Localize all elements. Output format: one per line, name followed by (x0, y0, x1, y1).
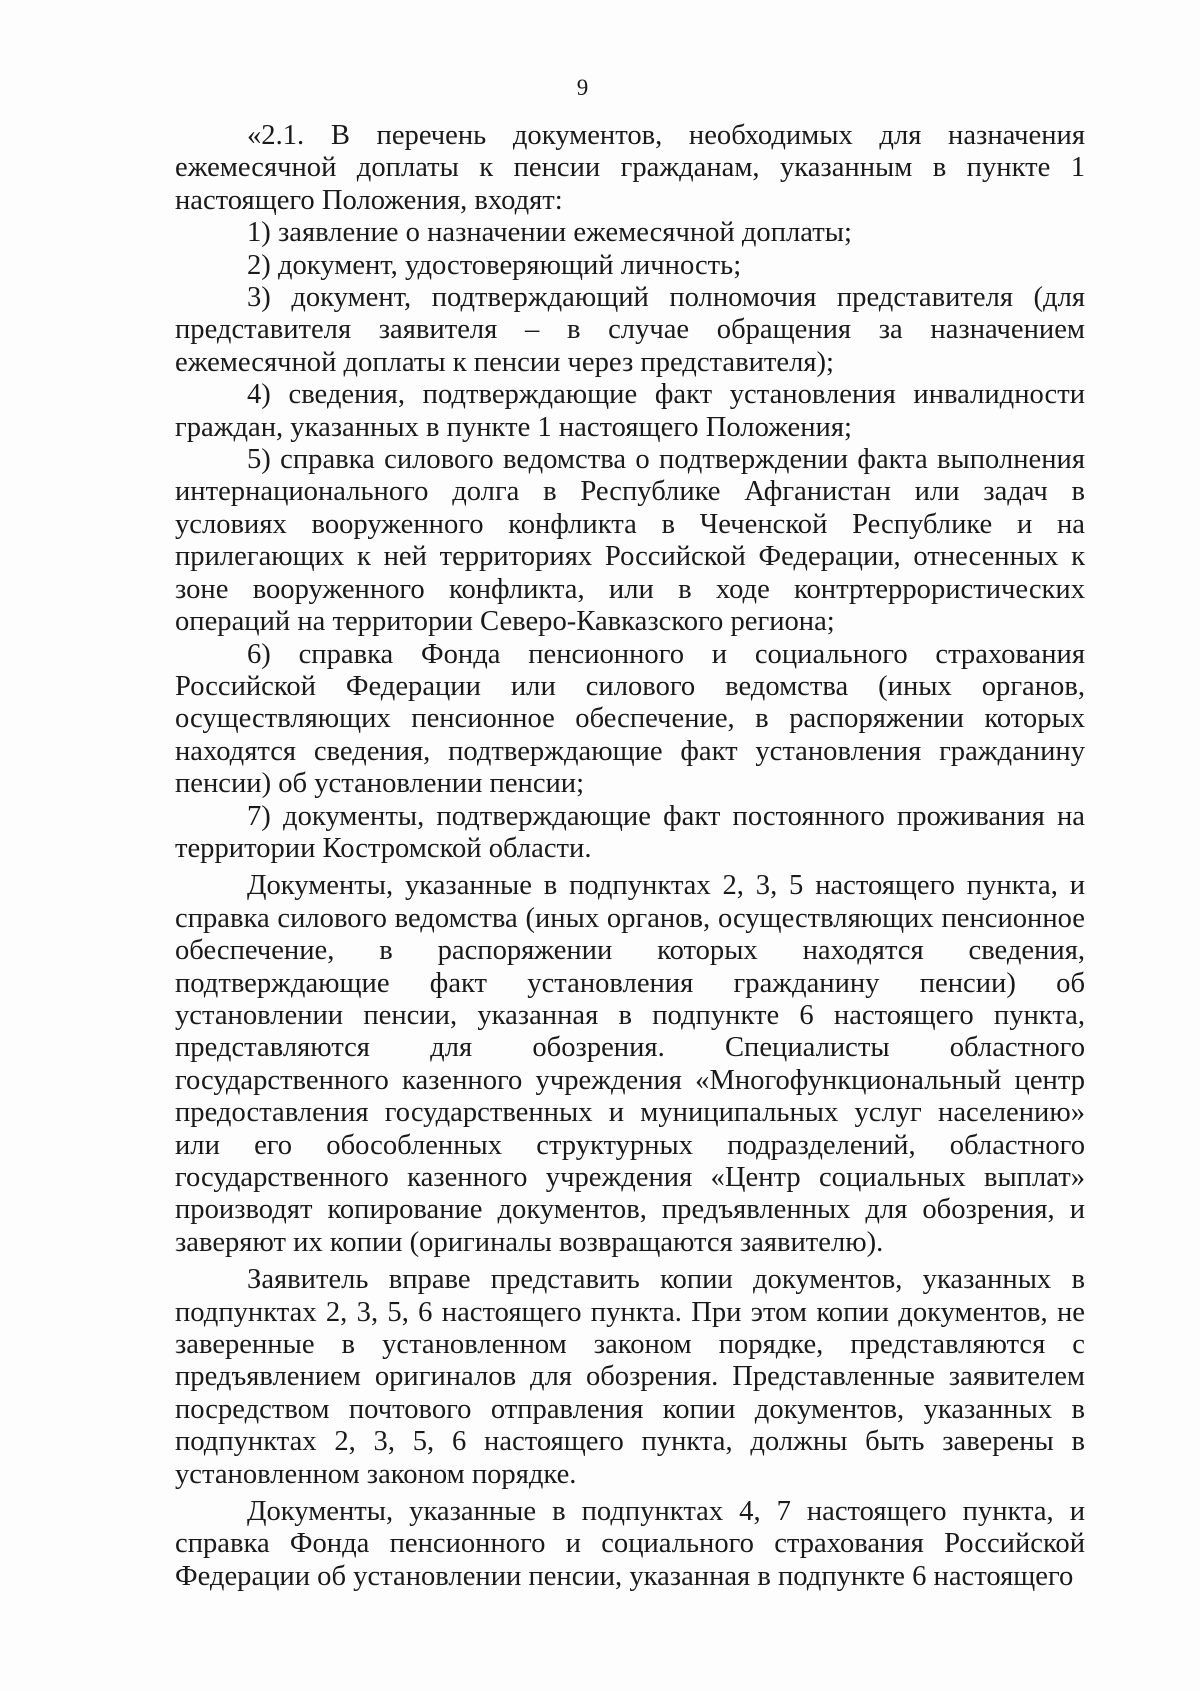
list-item-4: 4) сведения, подтверждающие факт установления инвалидности граждан, указанных в пункте 1 настоящего Положения; (175, 379, 1085, 443)
list-item-6: 6) справка Фонда пенсионного и социального страхования Российской Федерации или силового ведомства (иных органов, осуществляющих пенсионное обеспечение, в распоряжении которых находятся сведения, подтверждающие факт установления гражданину пенсии) об установлении пенсии; (175, 638, 1085, 800)
paragraph-documents-for-review: Документы, указанные в подпунктах 2, 3, 5 настоящего пункта, и справка силового ведомства (иных органов, осуществляющих пенсионное обеспечение, в распоряжении которых находятся сведения, подтверждающие факт установления гражданину пенсии) об установлении пенсии, указанная в подпункте 6 настоящего пункта, представляются для обозрения. Специалисты областного государственного казенного учреждения «Многофункциональный центр предоставления государственных и муниципальных услуг населению» или его обособленных структурных подразделений, областного государственного казенного учреждения «Центр социальных выплат» производят копирование документов, предъявленных для обозрения, и заверяют их копии (оригиналы возвращаются заявителю). (175, 870, 1085, 1258)
paragraph-applicant-copies: Заявитель вправе представить копии документов, указанных в подпунктах 2, 3, 5, 6 настоящего пункта. При этом копии документов, не заверенные в установленном законом порядке, представляются с предъявлением оригиналов для обозрения. Представленные заявителем посредством почтового отправления копии документов, указанных в подпунктах 2, 3, 5, 6 настоящего пункта, должны быть заверены в установленном законом порядке. (175, 1264, 1085, 1490)
document-body (175, 120, 1085, 1593)
page-number: 9 (576, 75, 589, 100)
paragraph-2-1-intro: «2.1. В перечень документов, необходимых для назначения ежемесячной доплаты к пенсии гражданам, указанным в пункте 1 настоящего Положения, входят: (175, 120, 1085, 216)
list-item-5: 5) справка силового ведомства о подтверждении факта выполнения интернационального долга в Республике Афганистан или задач в условиях вооруженного конфликта в Чеченской Республике и на прилегающих к ней территориях Российской Федерации, отнесенных к зоне вооруженного конфликта, или в ходе контртеррористических операций на территории Северо-Кавказского региона; (175, 444, 1085, 638)
list-item-3: 3) документ, подтверждающий полномочия представителя (для представителя заявителя – в случае обращения за назначением ежемесячной доплаты к пенсии через представителя); (175, 282, 1085, 378)
list-item-2: 2) документ, удостоверяющий личность; (247, 249, 742, 281)
list-item-7: 7) документы, подтверждающие факт постоянного проживания на территории Костромской области. (175, 800, 1085, 864)
list-item-1: 1) заявление о назначении ежемесячной доплаты; (247, 217, 852, 249)
paragraph-documents-4-7: Документы, указанные в подпунктах 4, 7 настоящего пункта, и справка Фонда пенсионного и социального страхования Российской Федерации об установлении пенсии, указанная в подпункте 6 настоящего (175, 1496, 1085, 1592)
